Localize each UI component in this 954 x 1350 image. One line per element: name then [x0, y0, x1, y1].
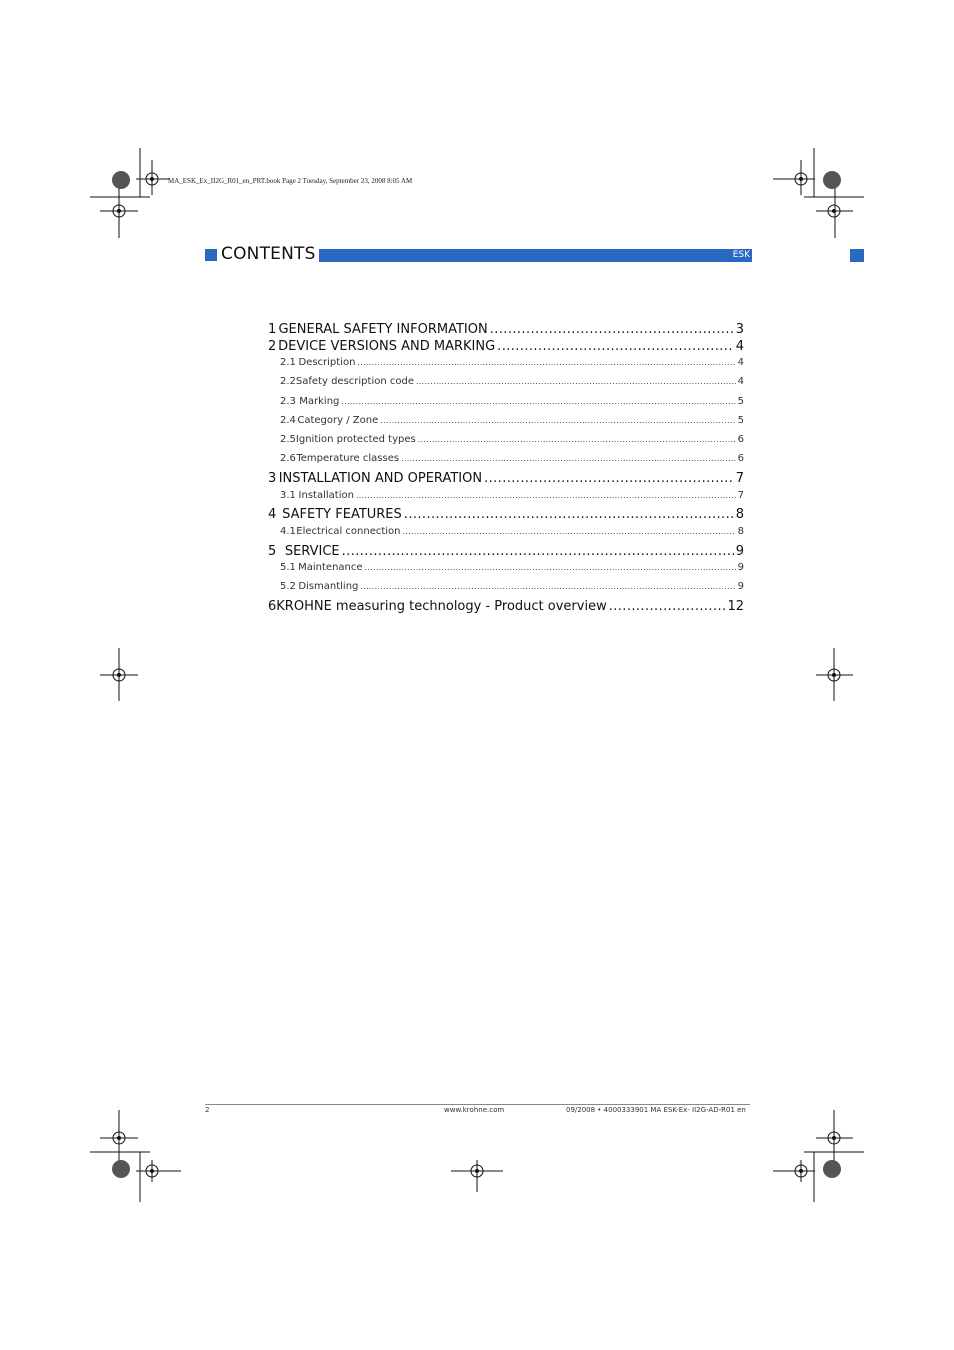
toc-label: Category / Zone [297, 415, 379, 426]
toc-entry[interactable] [266, 581, 744, 592]
toc-entry[interactable] [266, 396, 744, 407]
toc-leader [609, 599, 726, 614]
toc-number: 2.6 [280, 453, 296, 464]
toc-label: Description [298, 357, 356, 368]
toc-label: Installation [298, 490, 354, 501]
toc-leader [365, 563, 736, 572]
toc-entry[interactable] [266, 526, 744, 537]
toc-label: GENERAL SAFETY INFORMATION [278, 322, 488, 337]
toc-page: 8 [735, 507, 744, 522]
toc-number: 2 [268, 339, 277, 354]
toc-label: DEVICE VERSIONS AND MARKING [278, 339, 496, 354]
toc-entry[interactable] [266, 415, 744, 426]
toc-label: Ignition protected types [295, 434, 416, 445]
toc-label: Marking [299, 396, 340, 407]
toc-leader [418, 435, 736, 444]
toc-entry[interactable] [266, 376, 744, 387]
toc-page: 4 [737, 376, 744, 387]
toc-number: 3 [268, 471, 277, 486]
toc-leader [416, 377, 736, 386]
toc-page: 7 [735, 471, 744, 486]
toc-leader [380, 416, 735, 425]
toc-number: 5.1 [280, 562, 296, 573]
toc-page: 7 [737, 490, 744, 501]
toc-leader [484, 471, 734, 486]
toc-leader [497, 339, 734, 354]
toc-page: 9 [737, 581, 744, 592]
toc-page: 8 [737, 526, 744, 537]
toc-leader [490, 322, 734, 337]
title-accent-square [205, 249, 217, 261]
toc-leader [360, 582, 735, 591]
toc-number: 4.1 [280, 526, 296, 537]
toc-leader [401, 454, 736, 463]
toc-number: 2.3 [280, 396, 296, 407]
footer-doc-info: 09/2008 • 4000333901 MA ESK-Ex- II2G-AD-R01 en [566, 1106, 746, 1114]
toc-entry[interactable] [266, 322, 744, 337]
toc-page: 6 [737, 453, 744, 464]
toc-page: 4 [737, 357, 744, 368]
toc-entry[interactable] [266, 544, 744, 559]
toc-page: 9 [737, 562, 744, 573]
toc-number: 1 [268, 322, 277, 337]
toc-number: 4 [268, 507, 277, 522]
toc-label: SERVICE [284, 544, 340, 559]
toc-entry[interactable] [266, 562, 744, 573]
toc-number: 2.1 [280, 357, 296, 368]
toc-number: 3.1 [280, 490, 296, 501]
footer-website[interactable]: www.krohne.com [444, 1106, 505, 1114]
toc-page: 12 [727, 599, 744, 614]
toc-entry[interactable] [266, 507, 744, 522]
toc-page: 3 [735, 322, 744, 337]
toc-page: 5 [737, 415, 744, 426]
toc-number: 5.2 [280, 581, 296, 592]
toc-leader [403, 527, 736, 536]
toc-entry[interactable] [266, 339, 744, 354]
margin-accent-square [850, 249, 864, 262]
toc-entry[interactable] [266, 357, 744, 368]
toc-number: 2.2 [280, 376, 296, 387]
toc-label: Maintenance [298, 562, 363, 573]
toc-page: 9 [735, 544, 744, 559]
toc-leader [357, 358, 735, 367]
toc-label: INSTALLATION AND OPERATION [278, 471, 483, 486]
toc-number: 5 [268, 544, 277, 559]
toc-page: 5 [737, 396, 744, 407]
toc-leader [342, 544, 734, 559]
footer-rule [205, 1104, 750, 1105]
toc-number: 6 [268, 599, 277, 614]
page-title: CONTENTS [221, 244, 316, 264]
toc-number: 2.4 [280, 415, 296, 426]
toc-leader [404, 507, 734, 522]
toc-entry[interactable] [266, 453, 744, 464]
toc-leader [341, 397, 735, 406]
toc-page: 4 [735, 339, 744, 354]
print-header: MA_ESK_Ex_II2G_R01_en_PRT.book Page 2 Tuesday, September 23, 2008 8:05 AM [168, 177, 413, 185]
toc-entry[interactable] [266, 490, 744, 501]
footer-page-number: 2 [205, 1106, 210, 1114]
toc-label: Electrical connection [296, 526, 401, 537]
toc-entry[interactable] [266, 434, 744, 445]
toc-label: KROHNE measuring technology - Product overview [276, 599, 607, 614]
toc-number: 2.5 [280, 434, 296, 445]
toc-entry[interactable] [266, 599, 744, 614]
toc-label: SAFETY FEATURES [282, 507, 402, 522]
toc-label: Safety description code [295, 376, 414, 387]
toc-page: 6 [737, 434, 744, 445]
toc-leader [356, 491, 736, 500]
toc-label: Dismantling [298, 581, 359, 592]
product-tag: ESK [732, 250, 750, 260]
toc-entry[interactable] [266, 471, 744, 486]
toc-label: Temperature classes [296, 453, 400, 464]
title-bar [319, 249, 752, 262]
